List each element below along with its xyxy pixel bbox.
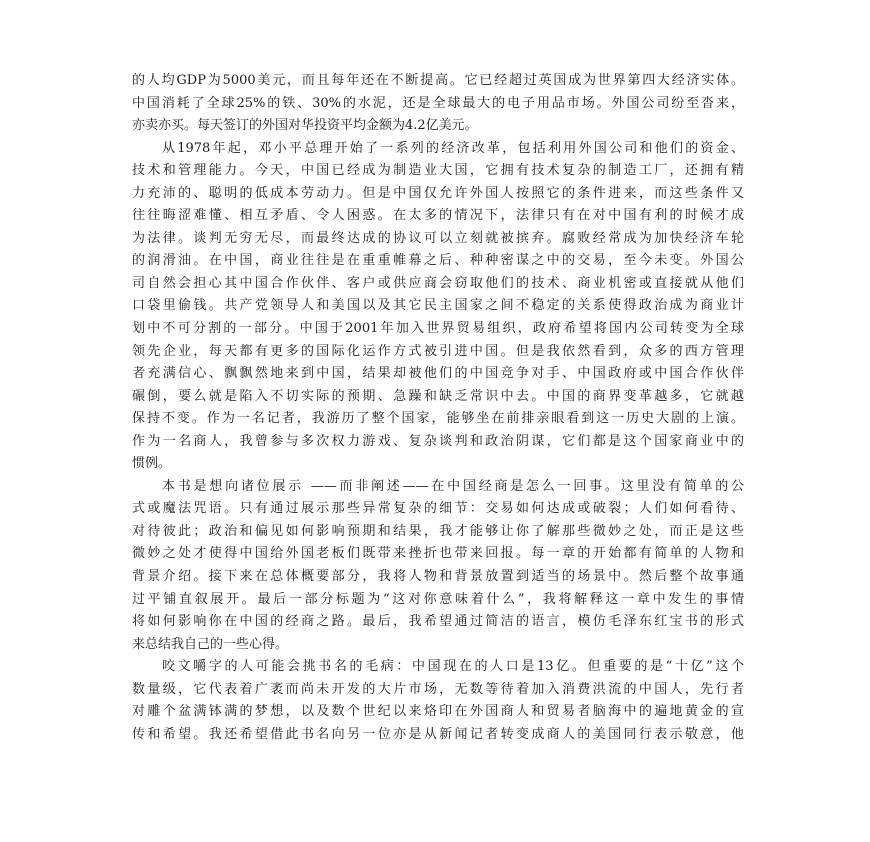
paragraph — [132, 138, 744, 476]
text-line: 惯例。 — [132, 456, 172, 472]
paragraph — [132, 70, 744, 138]
text-line: 划中不可分割的一部分。中国于2001年加入世界贸易组织，政府希望将国内公司转变为全球 — [132, 321, 744, 337]
text-line: 技术和管理能力。今天，中国已经成为制造业大国，它拥有技术复杂的制造工厂，还拥有精 — [132, 163, 744, 179]
text-line: 往往晦涩难懂、相互矛盾、令人困惑。在太多的情况下，法律只有在对中国有利的时候才成 — [132, 208, 744, 224]
text-line: 传和希望。我还希望借此书名向另一位亦是从新闻记者转变成商人的美国同行表示敬意，他 — [132, 726, 744, 742]
body-text — [132, 70, 744, 746]
text-line: 为法律。谈判无穷无尽，而最终达成的协议可以立刻就被摈弃。腐败经常成为加快经济车轮 — [132, 230, 744, 246]
text-line: 对雕个盆满钵满的梦想，以及数个世纪以来烙印在外国商人和贸易者脑海中的遍地黄金的宣 — [132, 704, 744, 720]
paragraph — [132, 476, 744, 656]
text-line: 来总结我自己的一些心得。 — [132, 636, 289, 652]
text-line: 背景介绍。接下来在总体概要部分，我将人物和背景放置到适当的场景中。然后整个故事通 — [132, 569, 744, 585]
text-line: 咬文嚼字的人可能会挑书名的毛病：中国现在的人口是13亿。但重要的是“十亿”这个 — [162, 659, 744, 675]
text-line: 力充沛的、聪明的低成本劳动力。但是中国仅允许外国人按照它的条件进来，而这些条件又 — [132, 185, 744, 201]
text-line: 碾倒，要么就是陷入不切实际的预期、急躁和缺乏常识中去。中国的商界变革越多，它就越 — [132, 388, 744, 404]
text-line: 过平铺直叙展开。最后一部分标题为“这对你意味着什么”，我将解释这一章中发生的事情 — [132, 591, 744, 607]
text-line: 将如何影响你在中国的经商之路。最后，我希望通过简洁的语言，模仿毛泽东红宝书的形式 — [132, 614, 744, 630]
text-line: 对待彼此；政治和偏见如何影响预期和结果，我才能够让你了解那些微妙之处，而正是这些 — [132, 523, 744, 539]
text-line: 数量级，它代表着广袤而尚未开发的大片市场，无数等待着加入消费洪流的中国人，先行者 — [132, 681, 744, 697]
text-line: 作为一名商人，我曾参与多次权力游戏、复杂谈判和政治阴谋，它们都是这个国家商业中的 — [132, 433, 744, 449]
paragraph — [132, 656, 744, 746]
text-line: 司自然会担心其中国合作伙伴、客户或供应商会窃取他们的技术、商业机密或直接就从他们 — [132, 275, 744, 291]
text-line: 式或魔法咒语。只有通过展示那些异常复杂的细节：交易如何达成或破裂；人们如何看待、 — [132, 501, 744, 517]
text-line: 亦卖亦买。每天签订的外国对华投资平均金额为4.2亿美元。 — [132, 118, 478, 134]
text-line: 的润滑油。在中国，商业往往是在重重帷幕之后、种种密谋之中的交易，至今未变。外国公 — [132, 253, 744, 269]
text-line: 领先企业，每天都有更多的国际化运作方式被引进中国。但是我依然看到，众多的西方管理 — [132, 343, 744, 359]
text-line: 中国消耗了全球25%的铁、30%的水泥，还是全球最大的电子用品市场。外国公司纷至沓来， — [132, 95, 744, 111]
text-line: 口袋里偷钱。共产党领导人和美国以及其它民主国家之间不稳定的关系使得政治成为商业计 — [132, 298, 744, 314]
text-line: 微妙之处才使得中国给外国老板们既带来挫折也带来回报。每一章的开始都有简单的人物和 — [132, 546, 744, 562]
text-line: 保持不变。作为一名记者，我游历了整个国家，能够坐在前排亲眼看到这一历史大剧的上演。 — [132, 411, 744, 427]
text-line: 从1978年起，邓小平总理开始了一系列的经济改革，包括利用外国公司和他们的资金、 — [162, 140, 744, 156]
text-line: 者充满信心、飘飘然地来到中国，结果却被他们的中国竞争对手、中国政府或中国合作伙伴 — [132, 366, 744, 382]
text-line: 的人均GDP为5000美元，而且每年还在不断提高。它已经超过英国成为世界第四大经济实体。 — [132, 73, 744, 88]
text-line: 本书是想向诸位展示 ——而非阐述——在中国经商是怎么一回事。这里没有简单的公 — [162, 478, 744, 494]
